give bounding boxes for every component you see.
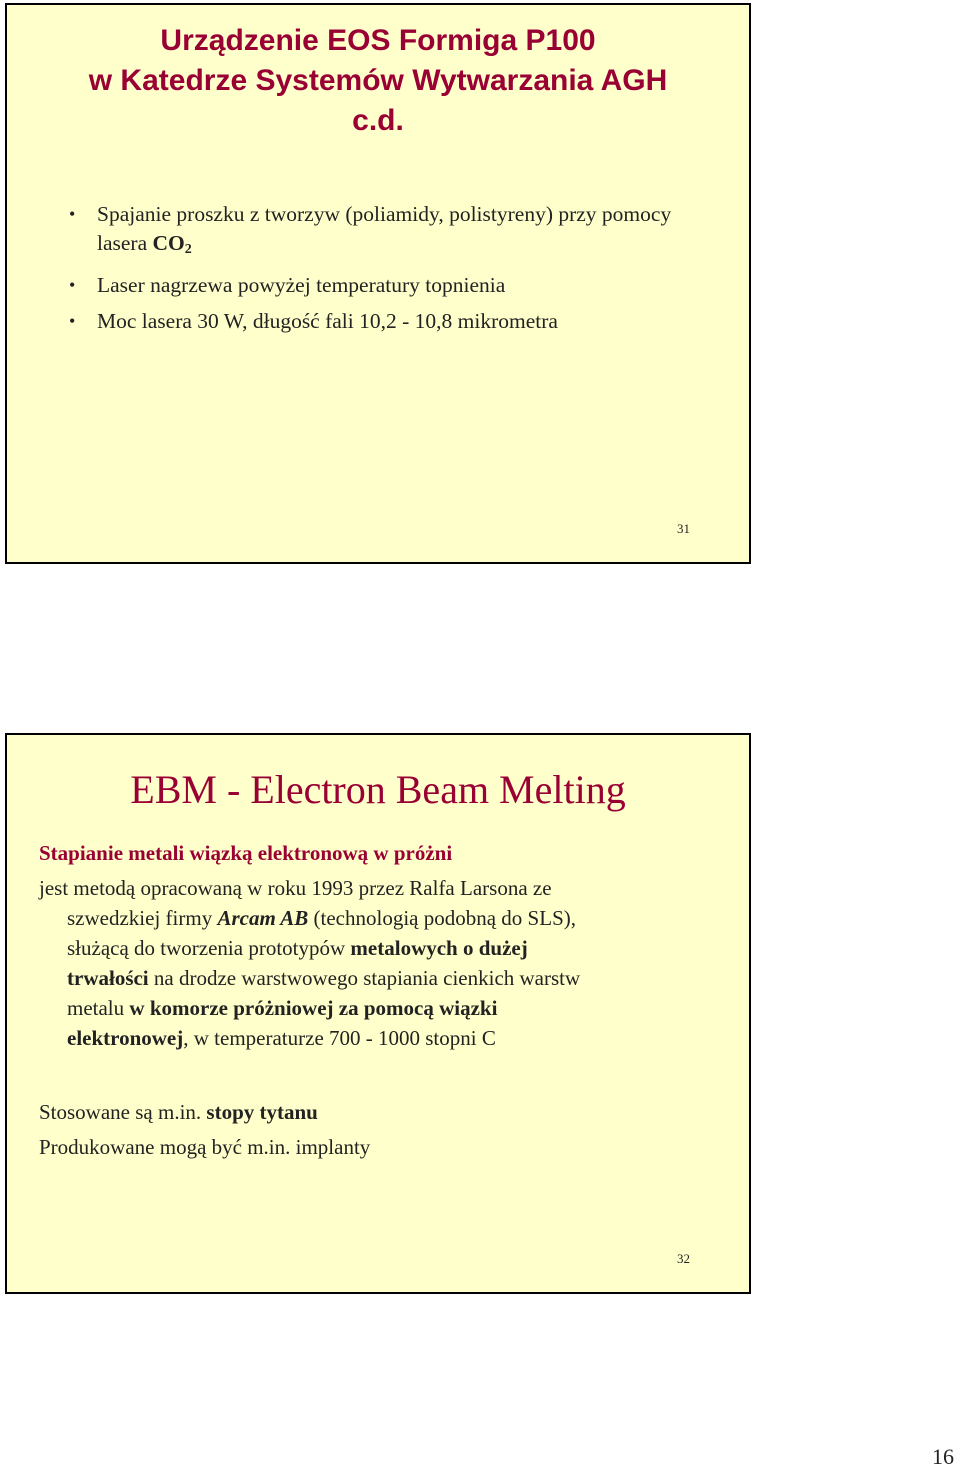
slide-page-number: 31	[677, 521, 690, 536]
slide-title	[7, 21, 749, 141]
bullet-text: Laser nagrzewa powyżej temperatury topnienia	[97, 273, 506, 297]
paragraph-line	[39, 963, 719, 993]
title-line: c.d.	[352, 104, 404, 137]
bullet-item	[69, 307, 719, 336]
emphasis-text: metalowych o dużej	[350, 936, 528, 960]
slide-32	[5, 733, 751, 1294]
bullet-icon: •	[69, 275, 76, 295]
slide-page-number: 32	[677, 1251, 690, 1266]
slide-title: EBM - Electron Beam Melting	[130, 767, 626, 812]
text-run: służącą do tworzenia prototypów	[67, 936, 351, 960]
text-run: metalu	[67, 996, 130, 1020]
sheet-page-number: 16	[932, 1444, 954, 1469]
bullet-icon: •	[69, 311, 76, 331]
paragraph-line	[39, 903, 719, 933]
text-run: jest metodą opracowaną w roku 1993 przez Ralfa Larsona ze	[39, 876, 552, 900]
paragraph-line	[39, 1023, 719, 1053]
text-run: Stosowane są m.in.	[39, 1100, 207, 1124]
title-line: Urządzenie EOS Formiga P100	[160, 24, 596, 57]
text-run: , w temperaturze 700 - 1000 stopni C	[183, 1026, 496, 1050]
body-paragraph	[39, 873, 719, 1053]
bullet-text: Spajanie proszku z tworzyw (poliamidy, polistyreny) przy pomocy lasera	[97, 202, 672, 255]
text-run: (technologią podobną do SLS),	[308, 906, 576, 930]
emphasis-text: elektronowej	[67, 1026, 184, 1050]
paragraph-line	[39, 993, 719, 1023]
bullet-formula: CO	[152, 231, 185, 255]
paragraph-line	[39, 933, 719, 963]
bullet-icon: •	[69, 204, 76, 224]
note-line	[39, 1095, 719, 1130]
bullet-text: Moc lasera 30 W, długość fali 10,2 - 10,8 mikrometra	[97, 309, 558, 333]
emphasis-text: trwałości	[67, 966, 149, 990]
bullet-list	[69, 200, 719, 343]
note-line: Produkowane mogą być m.in. implanty	[39, 1135, 371, 1159]
text-run: szwedzkiej firmy	[67, 906, 218, 930]
bullet-item	[69, 200, 719, 264]
slide-31	[5, 3, 751, 564]
company-name: Arcam AB	[217, 906, 309, 930]
title-line: w Katedrze Systemów Wytwarzania AGH	[88, 64, 668, 97]
extra-notes	[39, 1095, 719, 1165]
paragraph-line	[39, 873, 719, 903]
bullet-subscript: 2	[184, 242, 192, 257]
text-run: na drodze warstwowego stapiania cienkich warstw	[148, 966, 581, 990]
bullet-item	[69, 271, 719, 300]
emphasis-text: w komorze próżniowej za pomocą wiązki	[129, 996, 498, 1020]
slide-subheading: Stapianie metali wiązką elektronową w próżni	[39, 841, 453, 865]
emphasis-text: stopy tytanu	[206, 1100, 318, 1124]
